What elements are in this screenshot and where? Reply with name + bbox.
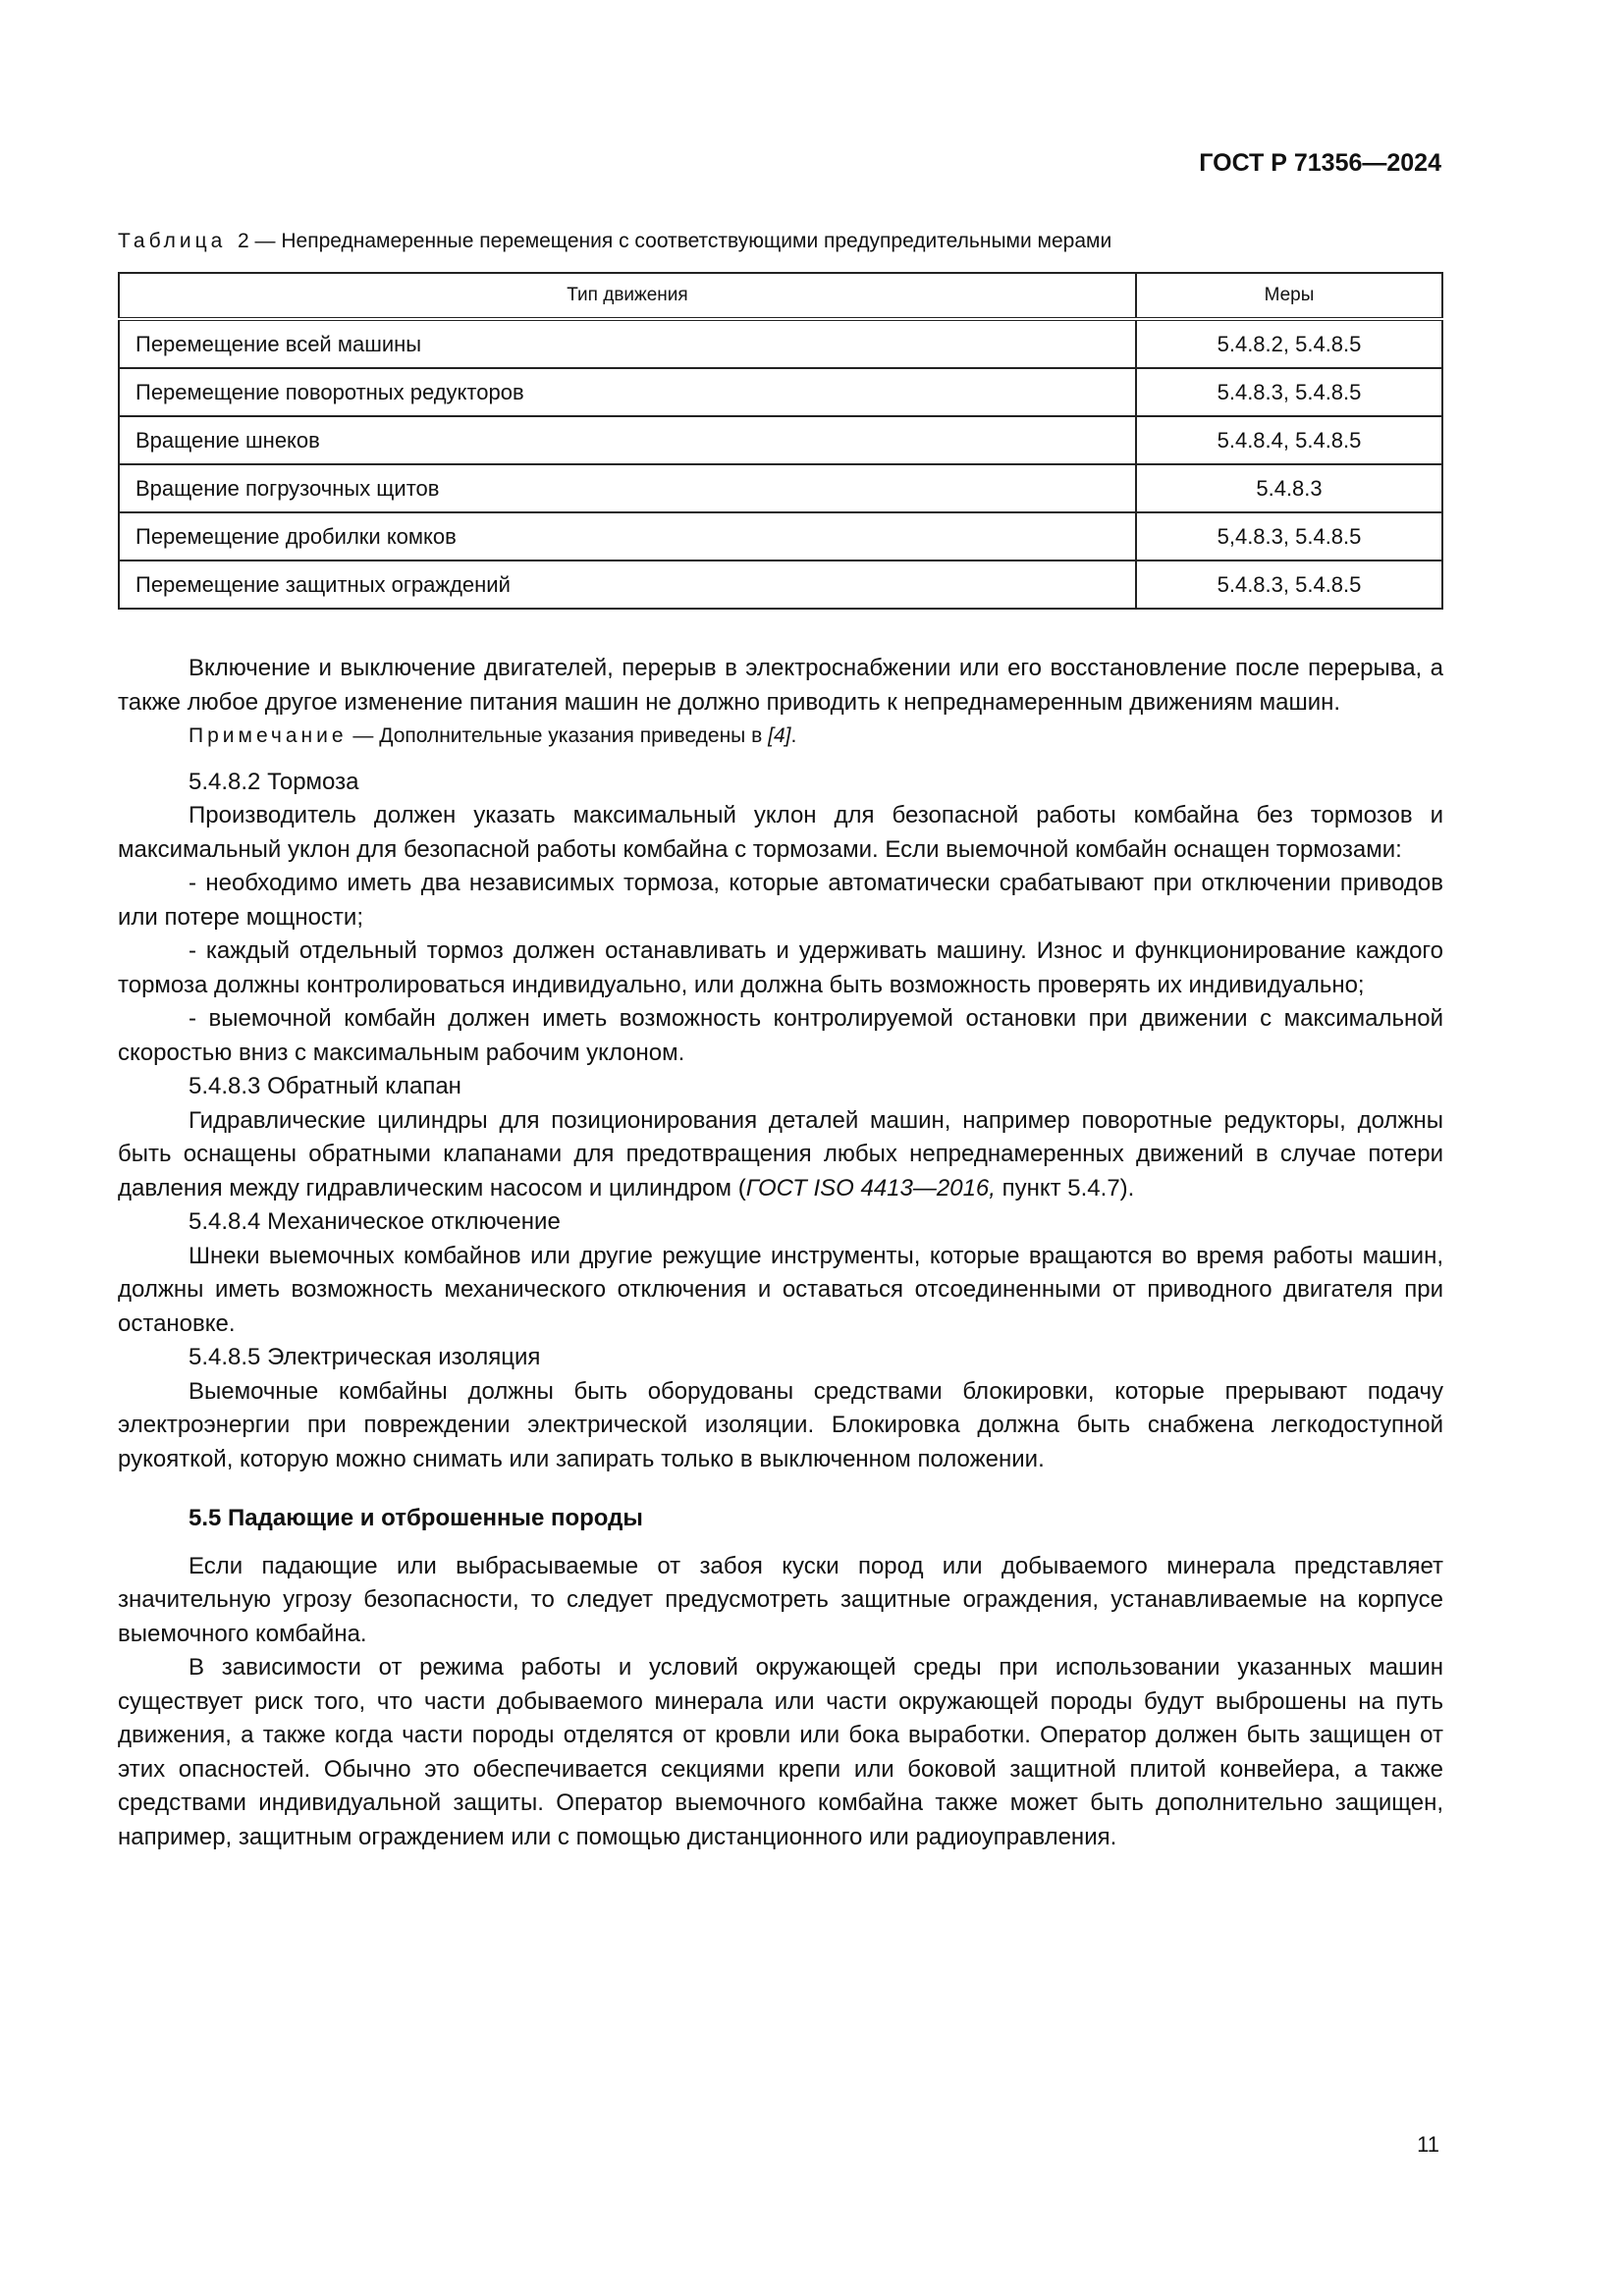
column-header-movement-type: Тип движения	[119, 273, 1136, 319]
paragraph: Выемочные комбайны должны быть оборудованы средствами блокировки, которые прерывают подачу электроэнергии при повреждении электрической изоляции. Блокировка должна быть снабжена легкодоступной рукояткой, которую можно снимать или запирать только в выключенном положении.	[118, 1377, 1443, 1472]
note-end: .	[790, 724, 797, 747]
movement-type-cell: Вращение погрузочных щитов	[119, 464, 1136, 512]
document-body	[118, 652, 1443, 1854]
measures-cell: 5.4.8.3, 5.4.8.5	[1136, 368, 1442, 416]
table-caption-label: Таблица	[118, 230, 227, 252]
measures-cell: 5,4.8.3, 5.4.8.5	[1136, 512, 1442, 561]
table-row	[119, 319, 1442, 368]
note-text: — Дополнительные указания приведены в	[347, 724, 769, 747]
paragraph	[118, 1104, 1443, 1206]
movement-type-cell: Перемещение защитных ограждений	[119, 561, 1136, 609]
table-row	[119, 416, 1442, 464]
list-item: - необходимо иметь два независимых тормоза, которые автоматически срабатывают при отключении приводов или потере мощности;	[118, 870, 1443, 931]
list-item: - каждый отдельный тормоз должен останавливать и удерживать машину. Износ и функционирование каждого тормоза должны контролироваться индивидуально, или должна быть возможность проверять их индивидуально;	[118, 937, 1443, 998]
measures-table	[118, 272, 1443, 610]
table-caption	[118, 230, 1111, 253]
measures-cell: 5.4.8.4, 5.4.8.5	[1136, 416, 1442, 464]
measures-cell: 5.4.8.2, 5.4.8.5	[1136, 319, 1442, 368]
paragraph: Шнеки выемочных комбайнов или другие режущие инструменты, которые вращаются во время работы машин, должны иметь возможность механического отключения и оставаться отсоединенными от приводного двигателя при остановке.	[118, 1242, 1443, 1337]
table-row	[119, 368, 1442, 416]
section-heading-5-4-8-4: 5.4.8.4 Механическое отключение	[189, 1208, 561, 1235]
table-row	[119, 512, 1442, 561]
note-label: Примечание	[189, 724, 348, 747]
measures-cell: 5.4.8.3	[1136, 464, 1442, 512]
measures-cell: 5.4.8.3, 5.4.8.5	[1136, 561, 1442, 609]
page-number: 11	[1417, 2132, 1439, 2157]
movement-type-cell: Вращение шнеков	[119, 416, 1136, 464]
section-heading-5-4-8-3: 5.4.8.3 Обратный клапан	[189, 1073, 461, 1099]
movement-type-cell: Перемещение дробилки комков	[119, 512, 1136, 561]
document-id: ГОСТ Р 71356—2024	[1199, 149, 1441, 177]
note	[118, 720, 1443, 754]
paragraph: Если падающие или выбрасываемые от забоя куски пород или добываемого минерала представляет значительную угрозу безопасности, то следует предусмотреть защитные ограждения, устанавливаемые на корпусе выемочного комбайна.	[118, 1552, 1443, 1647]
column-header-measures: Меры	[1136, 273, 1442, 319]
section-heading-5-5: 5.5 Падающие и отброшенные породы	[189, 1505, 643, 1531]
table-row	[119, 464, 1442, 512]
table-header-row	[119, 273, 1442, 319]
paragraph-text: Гидравлические цилиндры для позиционирования деталей машин, например поворотные редукторы, должны быть оснащены обратными клапанами для предотвращения любых непреднамеренных движений в случае потери давления между гидравлическим насосом и цилиндром (	[118, 1106, 1443, 1201]
section-heading-5-4-8-5: 5.4.8.5 Электрическая изоляция	[189, 1344, 541, 1370]
standard-reference: ГОСТ ISO 4413—2016,	[745, 1174, 996, 1201]
movement-type-cell: Перемещение всей машины	[119, 319, 1136, 368]
paragraph: Производитель должен указать максимальный уклон для безопасной работы комбайна без тормозов и максимальный уклон для безопасной работы комбайна с тормозами. Если выемочной комбайн оснащен тормозами:	[118, 802, 1443, 863]
table-caption-text: 2 — Непреднамеренные перемещения с соответствующими предупредительными мерами	[238, 230, 1112, 252]
paragraph-text: пункт 5.4.7).	[995, 1174, 1135, 1201]
list-item: - выемочной комбайн должен иметь возможность контролируемой остановки при движении с максимальной скоростью вниз с максимальным рабочим уклоном.	[118, 1005, 1443, 1066]
table-row	[119, 561, 1442, 609]
reference-link: [4]	[768, 724, 791, 747]
movement-type-cell: Перемещение поворотных редукторов	[119, 368, 1136, 416]
section-heading-5-4-8-2: 5.4.8.2 Тормоза	[189, 768, 359, 795]
paragraph: В зависимости от режима работы и условий окружающей среды при использовании указанных машин существует риск того, что части добываемого минерала или части окружающей породы будут выброшены на путь движения, а также когда части породы отделятся от кровли или бока выработки. Оператор должен быть защищен от этих опасностей. Обычно это обеспечивается секциями крепи или боковой защитной плитой конвейера, а также средствами индивидуальной защиты. Оператор выемочного комбайна также может быть дополнительно защищен, например, защитным ограждением или с помощью дистанционного или радиоуправления.	[118, 1654, 1443, 1850]
paragraph: Включение и выключение двигателей, перерыв в электроснабжении или его восстановление после перерыва, а также любое другое изменение питания машин не должно приводить к непреднамеренным движениям машин.	[118, 655, 1443, 716]
